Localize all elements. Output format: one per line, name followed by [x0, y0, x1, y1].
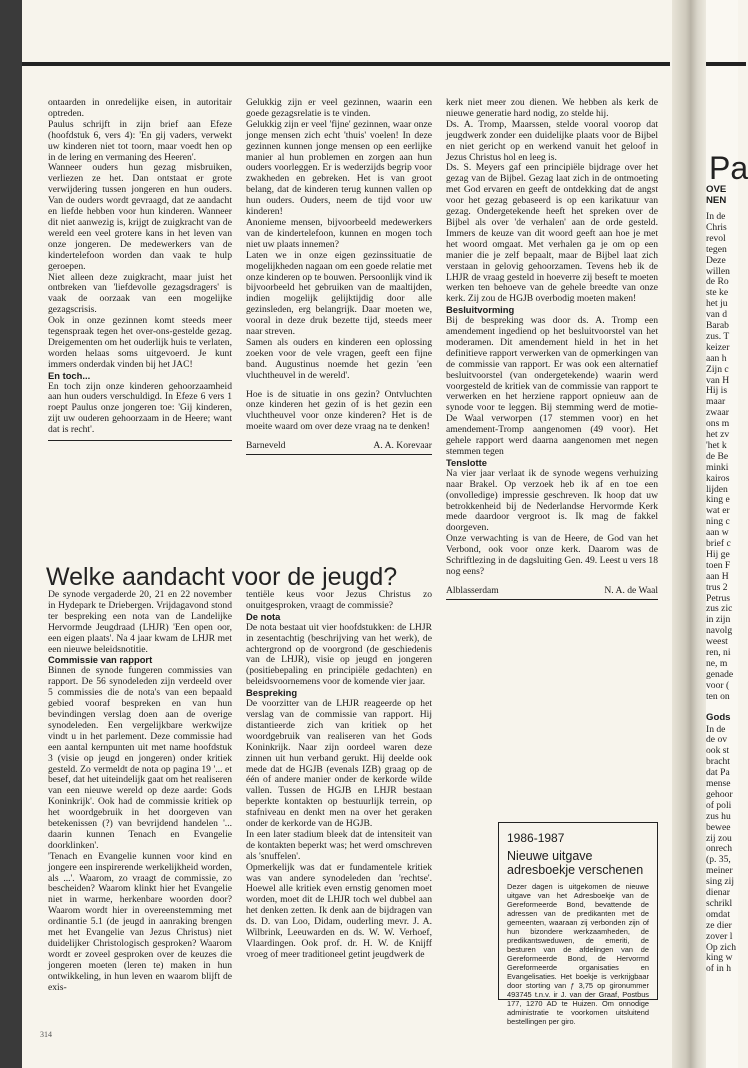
- paragraph: Gelukkig zijn er veel gezinnen, waarin een goede gezagsrelatie is te vinden.: [246, 97, 432, 119]
- subtitle-line: OVE: [706, 184, 727, 195]
- right-page-line: ne, m: [706, 657, 728, 669]
- top-rule: [706, 62, 746, 66]
- right-page-line: In de: [706, 211, 726, 222]
- right-page-line: de Be: [706, 450, 729, 462]
- right-page-line: Hij is: [706, 385, 728, 397]
- top-col-2: [246, 98, 432, 455]
- right-page-line: tegen: [706, 243, 727, 255]
- signature: [446, 586, 658, 600]
- box-title: Nieuwe uitgave adresboekje verschenen: [507, 849, 644, 877]
- paragraph: Paulus schrijft in zijn brief aan Efeze (hoofdstuk 6, vers 4): 'En gij vaders, verwekt uw kinderen niet tot toorn, maar voedt hen op in de lering en vermaning des Heeren'.: [48, 118, 232, 163]
- top-col-1: [48, 98, 232, 441]
- article-title: Welke aandacht voor de jeugd?: [46, 563, 398, 591]
- signature-name: N. A. de Waal: [604, 584, 658, 596]
- right-page-line: zwaar: [706, 407, 729, 419]
- right-page-line: meiner: [706, 865, 733, 877]
- right-page-line: het zv: [706, 429, 730, 440]
- right-page: [706, 0, 748, 1068]
- paragraph: tentiële keus voor Jezus Christus zo onuitgesproken, vraagt de commissie?: [246, 589, 432, 611]
- binding-spine: [0, 0, 22, 1068]
- right-page-line: genade: [706, 668, 734, 680]
- right-page-line: ook st: [706, 745, 730, 757]
- right-page-line: zus. T: [706, 330, 730, 342]
- right-page-line: omdat: [706, 908, 730, 920]
- right-page-line: het ju: [706, 298, 728, 310]
- right-page-line: van d: [706, 309, 728, 321]
- section-heading: Commissie van rapport: [48, 654, 153, 666]
- right-page-line: dat Pa: [706, 767, 730, 779]
- right-page-line: aan H: [706, 570, 729, 582]
- right-page-line: zover l: [706, 930, 733, 942]
- paragraph: kerk niet meer zou dienen. We hebben als kerk de nieuwe generatie hard nodig, zo stelde hij.: [446, 97, 658, 119]
- right-page-line: revol: [706, 232, 726, 244]
- right-page-line: mense: [706, 778, 731, 789]
- right-page-line: trus 2: [706, 581, 728, 593]
- right-page-line: wat er: [706, 505, 730, 517]
- paragraph: Gelukkig zijn er veel 'fijne' gezinnen, waar onze jonge mensen zich echt 'thuis' voelen! In deze gezinnen kunnen jonge mensen op een eerlijke manier al hun problemen en zorgen aan hun ouders voorleggen. Er is wederzijds begrip voor zwakheden en gebreken. Het is van groot belang, dat de kinderen terug kunnen vallen op hun ouders. Ouders, neem de tijd voor uw kinderen!: [246, 118, 432, 218]
- right-page-line: Hij ge: [706, 548, 730, 560]
- right-page-line: willen: [706, 265, 730, 277]
- paragraph: Binnen de synode fungeren commissies van rapport. De 56 synodeleden zijn verdeeld over 5 commissies die de nota's van een bepaald gebied vooraf bespreken en van hun bevindingen verslag doen aan de overige synodeleden. Een vergelijkbare werkwijze vindt u in het parlement. Deze commissie had een aantal kernpunten uit met name hoofdstuk 3 (visie op jeugd en jongeren) onder kritiek gesteld. Zo vermeldt de nota op pagina 19 '... et besef, dat het uiteindelijk gaat om het realiseren van een nieuwe wereld op deze aarde: Gods Koninkrijk'. Ook had de commissie kritiek op het woordgebruik in het doorgeven van betekenissen (?) van bevrijdend handelen '... daarin kunnen Tenach en Evangelie doorklinken'.: [48, 665, 232, 851]
- paragraph: En toch zijn onze kinderen gehoorzaamheid aan hun ouders verschuldigd. In Efeze 6 vers 1 roept Paulus onze jongeren toe: 'Gij kinderen, zijt uw ouderen gehoorzaam in de Heere; want dat is recht'.: [48, 380, 232, 436]
- right-page-line: weest: [706, 636, 728, 648]
- article-col-b: [246, 590, 432, 961]
- section-heading: En toch...: [48, 369, 91, 381]
- right-page-line: voor (: [706, 679, 730, 691]
- right-page-line: ste ke: [706, 287, 729, 299]
- section-heading: Besluitvorming: [446, 304, 515, 316]
- right-page-line: zus hu: [706, 810, 731, 822]
- right-page-line: zij zou: [706, 832, 732, 844]
- section-heading: Bespreking: [246, 687, 298, 699]
- right-page-line: 'het k: [706, 439, 727, 451]
- paragraph: 'Tenach en Evangelie kunnen voor kind en jongere een inspirerende werkelijkheid worden, als ...'. Waarom, zo vraagt de commissie, zo bescheiden? Waarom klinkt hier het Evangelie niet in warme, herkenbare woorden door? Waarom wordt hier in overeenstemming met ordinantie 5.1 (de jeugd in aanraking brengen met het Evangelie van Jezus Christus) niet duidelijker Christologisch gesproken? Waarom wordt er zoveel gesproken over de keuzes die jongeren moeten (leren te) maken in hun ontwikkeling, in hun leven en waarom blijft de exis-: [48, 850, 232, 993]
- right-page-line: de Ro: [706, 276, 729, 288]
- right-page-line: in zijn: [706, 614, 731, 626]
- right-page-line: kairos: [706, 472, 730, 484]
- right-page-line: brief c: [706, 538, 731, 549]
- paragraph: In een later stadium bleek dat de intensiteit van de kontakten beperkt was; het werd omschreven als 'snuffelen'.: [246, 828, 432, 862]
- box-text: Dezer dagen is uitgekomen de nieuwe uitgave van het Adresboekje van de Gereformeerde Bond, bevattende de adressen van de predikanten met de gemeenten, waaraan zij verbonden zijn of hun bizondere werkzaamheden, de predikantsweduwen, de emeriti, de besturen van de afdelingen van de Gereformeerde Bond, de Hervormd Gereformeerde organisaties en Evangelisaties. Het boekje is verkrijgbaar door storting van ƒ 3,75 op gironummer 493745 t.n.v. ir J. van der Graaf, Postbus 177, 1270 AD te Huizen. Om onnodige administratie te voorkomen uitsluitend bestellingen per giro.: [507, 882, 649, 1026]
- right-page-line: ren, ni: [706, 647, 731, 658]
- section-heading: Tenslotte: [446, 456, 487, 468]
- signature-place: Alblasserdam: [446, 584, 499, 596]
- divider: [48, 440, 232, 441]
- right-page-line: Op zich: [706, 941, 737, 953]
- right-page-line: ten on: [706, 690, 730, 702]
- paragraph: Wanneer ouders hun gezag misbruiken, verliezen ze het. Dan ontstaat er grote verwijdering tussen jongeren en hun ouders. Van de ouders wordt gevraagd, dat ze aandacht en liefde hebben voor hun kinderen. Wanneer dit niet aanwezig is, krijgt de zuigkracht van de wereld een veel grotere kans in het leven van onze jongeren. De medewerkers van de kindertelefoon worden dan vaak te hulp geroepen.: [48, 162, 232, 272]
- right-page-title: Pa: [709, 150, 748, 186]
- paragraph: Bij de bespreking was door ds. A. Tromp een amendement ingediend op het besluitvoorstel van het moderamen. Dit amendement hield in het in het definitieve rapport verwerken van de opmerkingen van de commissie van rapport. Er was ook een alternatief besluitvoorstel (van ondergetekende) waarin werd voorgesteld de kritiek van de commissie van rapport te verwerken en het herziene rapport opnieuw aan de synode voor te leggen. Bij stemming werd de motie-De Waal verworpen (17 stemmen voor) en het amendement-Tromp aangenomen (49 voor). Het gehele rapport werd daarna aangenomen met negen stemmen tegen: [446, 315, 658, 457]
- paragraph: Onze verwachting is van de Heere, de God van het Verbond, ook voor onze kerk. Daarom was de Schriftlezing in de dagsluiting Gen. 49. Leest u vers 18 nog eens?: [446, 533, 658, 577]
- right-page-line: dienar: [706, 887, 730, 898]
- right-page-line: aan w: [706, 527, 729, 539]
- right-page-line: navolg: [706, 625, 733, 637]
- paragraph: Ds. S. Meyers gaf een principiële bijdrage over het gezag van de Bijbel. Gezag laat zich in de ontmoeting met God ervaren en geeft de ontdekking dat de angst voor het gezag gebaseerd is op een karikatuur van gezag. Ondergetekende heeft het spreken over de Bijbel als over 'de verhalen' aan de orde gesteld. Immers de keuze van dit woord geeft aan hoe je met het woord omgaat. Met verhalen ga je om op een manier die je zelf bepaalt, maar de Bijbel laat zich verstaan in gelovig gehoorzamen. Tevens heb ik de LHJR de vraag gesteld in hoeverre zij beseft te moeten werken ten behoeve van de gehele breedte van onze kerk. Zij zou de HGJB overbodig moeten maken!: [446, 162, 658, 305]
- right-page-line: zus zic: [706, 603, 733, 615]
- paragraph: Anonieme mensen, bijvoorbeeld medewerkers van de kindertelefoon, kunnen en mogen toch niet uw plaats innemen?: [246, 216, 432, 250]
- right-page-line: ons m: [706, 418, 730, 430]
- right-page-line: king w: [706, 952, 733, 964]
- paragraph: De nota bestaat uit vier hoofdstukken: de LHJR in zesentachtig (beschrijving van het werk), de achtergrond op de voorgrond (de geschiedenis van de LHJR), visie op jeugd en jongeren (positiebepaling en principiële gedachten) en beleidsvoornemens voor de komende vier jaar.: [246, 621, 432, 688]
- right-page-line: Barab: [706, 320, 729, 331]
- paragraph: Niet alleen deze zuigkracht, maar juist het ontbreken van 'liefdevolle gezagsdragers' is vaak de oorzaak van een mogelijke gezagscrisis.: [48, 271, 232, 316]
- right-page-line: bewee: [706, 821, 731, 833]
- right-page-line: lijden: [706, 483, 728, 495]
- right-page-line: of in h: [706, 963, 732, 975]
- right-page-line: aan h: [706, 352, 727, 364]
- paragraph: De voorzitter van de LHJR reageerde op het verslag van de commissie van rapport. Hij distantieerde zich van kritiek op het woordgebruik van realiseren van het Gods Koninkrijk. Naar zijn oordeel waren deze zinnen uit hun verband gerukt. Hij deelde ook mede dat de HGJB (evenals IZB) graag op de één of andere manier onder de kerkorde wilde vallen. Tussen de HGJB en LHJR bestaan beperkte kontakten op bestuurlijk terrein, op stafniveau en denkt men na over het geraken onder de kerkorde van de HGJB.: [246, 698, 432, 830]
- right-page-subtitle: [706, 185, 726, 207]
- paragraph: Hoe is de situatie in ons gezin? Ontvluchten onze kinderen het gezin of is het gezin een vluchtheuvel voor onze kinderen? Het is de moeite waard om over deze vraag na te denken!: [246, 388, 432, 433]
- article-col-c: [446, 98, 658, 600]
- page-gutter: [672, 0, 706, 1068]
- section-heading: De nota: [246, 610, 281, 622]
- right-page-line: (p. 35,: [706, 854, 731, 866]
- paragraph: Laten we in onze eigen gezinssituatie de mogelijkheden nagaan om een goede relatie met onze kinderen op te bouwen. Persoonlijk vind ik bijvoorbeeld het gebruiken van de maaltijden, indien mogelijk gelijktijdig door alle gezinsleden, erg belangrijk. Daar moeten we, vooral in deze druk bezette tijd, steeds meer naar streven.: [246, 249, 432, 338]
- right-page-line: maar: [706, 396, 726, 408]
- article-col-a: [48, 590, 232, 994]
- right-page-line: ning c: [706, 516, 730, 528]
- right-page-heading: Gods: [706, 711, 731, 723]
- paragraph: ontaarden in onredelijke eisen, in autoritair optreden.: [48, 97, 232, 119]
- top-rule: [22, 62, 670, 66]
- right-page-line: schrikl: [706, 897, 733, 909]
- right-page-line: In de: [706, 723, 726, 735]
- announcement-box: [498, 822, 658, 1026]
- right-page-line: king e: [706, 494, 730, 506]
- right-page-line: toen F: [706, 559, 731, 571]
- right-page-line: bracht: [706, 756, 730, 768]
- right-page-line: Chris: [706, 221, 727, 233]
- right-page-line: onrech: [706, 843, 733, 855]
- right-page-line: Petrus: [706, 592, 730, 604]
- signature-place: Barneveld: [246, 440, 286, 452]
- right-page-line: de ov: [706, 734, 728, 746]
- right-page-line: van H: [706, 374, 730, 386]
- subtitle-line: NEN: [706, 194, 727, 206]
- right-page-line: gehoor: [706, 788, 733, 800]
- box-year: 1986-1987: [507, 831, 565, 845]
- right-page-line: ze dier: [706, 919, 732, 931]
- paragraph: Na vier jaar verlaat ik de synode wegens verhuizing naar Brakel. Op verzoek heb ik af en toe een (onvolledige) impressie geschreven. Ik hoop dat uw betrokkenheid bij de Nederlandse Hervormde Kerk mede daardoor vergroot is. Ik mag de fakkel doorgeven.: [446, 467, 658, 534]
- paragraph: De synode vergaderde 20, 21 en 22 november in Hydepark te Driebergen. Vrijdagavond stond ter bespreking een nota van de Landelijke Hervormde Jeugdraad (LHJR) 'Een open oor, een eigen plaats'. Na 4 jaar kwam de LHJR met een nieuwe beleidsnotitie.: [48, 589, 232, 655]
- page-number: 314: [40, 1030, 52, 1039]
- right-page-line: of poli: [706, 799, 732, 811]
- paragraph: Opmerkelijk was dat er fundamentele kritiek was van andere synodeleden dan 'rechtse'. Hoewel alle kritiek even ernstig genomen moet worden, moet dit de LHJR toch wel dubbel aan het denken zetten. Ik denk aan de bijdragen van ds. D. van Loo, Didam, ouderling mevr. J. A. Wilbrink, Leeuwarden en ds. W. W. Verhoef, Vlaardingen. Ook prof. dr. H. W. de Knijff vroeg of meer traditioneel getint jeugdwerk de: [246, 861, 432, 960]
- paragraph: Ds. A. Tromp, Maarssen, stelde vooral voorop dat jeugdwerk zonder een duidelijke plaats voor de Bijbel en niet gericht op en werkend vanuit het geloof in Jezus Christus hol en leeg is.: [446, 118, 658, 163]
- paragraph: Ook in onze gezinnen komt steeds meer tegenspraak tegen het over-ons-gestelde gezag. Dreigementen om het ouderlijk huis te verlaten, worden helaas soms uitgevoerd. Je kunt immers onderdak vinden bij het JAC!: [48, 315, 232, 370]
- signature-name: A. A. Korevaar: [373, 440, 432, 452]
- right-page-line: minki: [706, 461, 729, 473]
- signature: [246, 441, 432, 455]
- right-page-line: keizer: [706, 341, 730, 353]
- paragraph: Samen als ouders en kinderen een oplossing zoeken voor de vele vragen, geeft een fijne band. Augustinus noemde het gezin 'een vluchtheuvel in de wereld'.: [246, 336, 432, 381]
- right-page-line: Deze: [706, 254, 726, 266]
- right-page-line: sing zij: [706, 876, 734, 888]
- right-page-line: Zijn c: [706, 363, 729, 375]
